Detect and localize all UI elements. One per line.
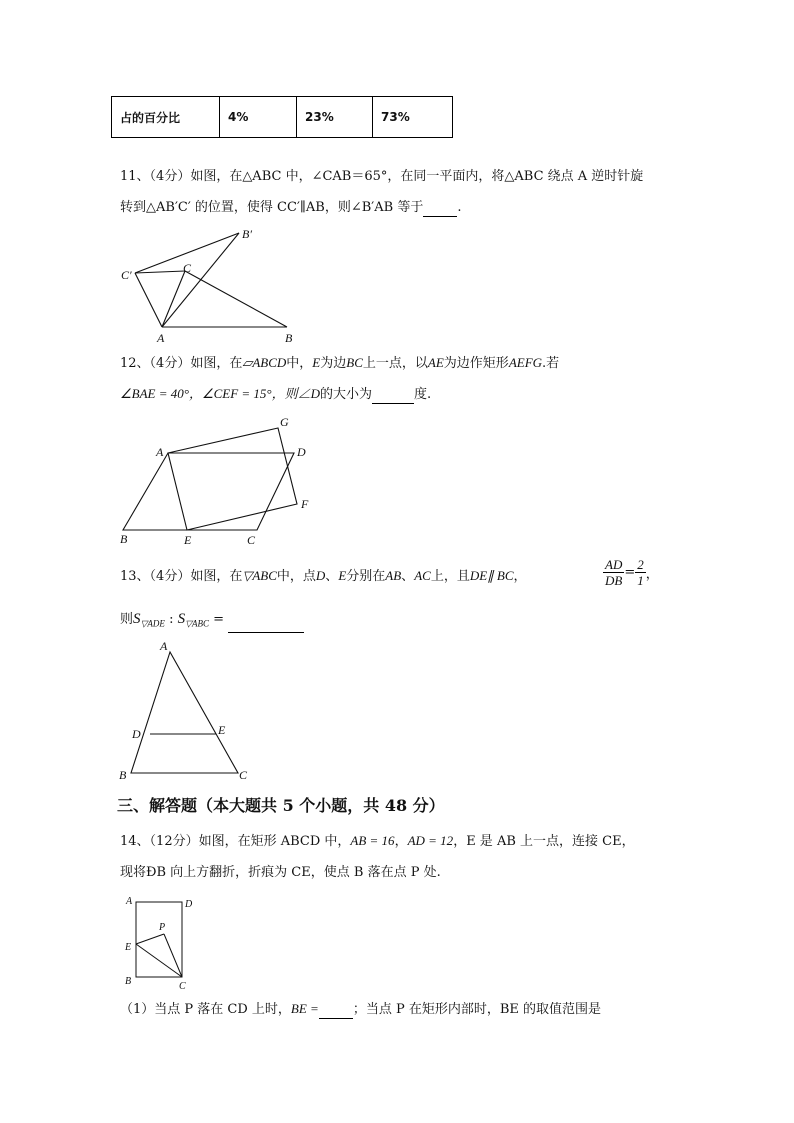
label-f: F [301, 497, 309, 511]
q12-rect-aefg: AEFG [508, 355, 543, 370]
q12-seg-bc: BC [346, 355, 363, 370]
q14-line1 [120, 832, 635, 851]
label-e: E [218, 723, 226, 737]
label-d: D [132, 727, 141, 741]
q14-be: BE = [290, 1001, 319, 1016]
q12-parallelogram: ▱ABCD [242, 355, 287, 370]
fraction-denominator: 1 [637, 573, 644, 588]
label-b: B [125, 976, 132, 987]
q12-text: 为边 [320, 356, 347, 371]
section-heading: 三、解答题（本大题共 5 个小题，共 48 分） [117, 796, 445, 815]
table-row [112, 97, 453, 138]
label-b: B [120, 532, 128, 546]
q12-point-e: E [312, 355, 321, 370]
q12-line2 [120, 385, 431, 404]
label-a: A [156, 445, 164, 459]
area-subscript: ▽ABC [185, 618, 210, 629]
label-a: A [160, 639, 168, 653]
q12-text: 中， [286, 356, 313, 371]
label-b: B [119, 768, 127, 782]
q14-ad-length: AD = 12 [407, 833, 454, 848]
answer-blank[interactable] [372, 403, 414, 404]
q12-text: 上一点，以 [362, 356, 428, 371]
q12-text: .若 [542, 356, 560, 371]
q13-text: 则 [120, 612, 134, 627]
q13-line2 [120, 610, 304, 633]
q13-triangle-figure [114, 638, 259, 784]
label-b: B [285, 331, 293, 345]
q13-text: 中，点 [276, 569, 316, 584]
q12-text: 的大小为 [320, 387, 373, 402]
q14-sub1 [120, 1000, 601, 1019]
q14-text: ， [394, 834, 408, 849]
label-g: G [280, 415, 289, 429]
label-a: A [126, 896, 133, 907]
label-c: C [239, 768, 248, 782]
q13-point-d: D [315, 568, 326, 583]
ratio-colon: : [164, 612, 178, 627]
table-cell: 23% [297, 97, 373, 138]
q11-line1: 11、（4分）如图，在△ABC 中，∠CAB＝65°，在同一平面内，将△ABC 绕点 A 逆时针旋 [120, 169, 644, 184]
q13-text: 、 [325, 569, 339, 584]
q14-text: ；当点 P 在矩形内部时，BE 的取值范围是 [352, 1002, 602, 1017]
area-symbol: S [177, 611, 186, 627]
q13-text: 13、（4分）如图，在 [120, 569, 243, 584]
q14-ab-length: AB = 16 [350, 833, 395, 848]
q14-text: （1）当点 P 落在 CD 上时， [120, 1002, 291, 1017]
fraction-numerator: AD [605, 557, 623, 572]
q13-triangle: ▽ABC [242, 568, 277, 583]
q12-angles: ∠BAE = 40°，∠CEF = 15°，则∠D [120, 386, 321, 401]
q13-text: ， [645, 567, 659, 582]
q13-seg-ab: AB [385, 568, 402, 583]
q13-text: 、 [401, 569, 415, 584]
label-c: C [247, 533, 256, 547]
fraction-numerator: 2 [637, 557, 644, 572]
label-d: D [185, 899, 193, 910]
label-e: E [184, 533, 192, 547]
q13-ratio [603, 557, 659, 588]
q13-seg-ac: AC [414, 568, 431, 583]
q14-line2: 现将ÐB 向上方翻折，折痕为 CE，使点 B 落在点 P 处. [120, 865, 441, 880]
q13-text: ， [513, 569, 527, 584]
q12-text: 度. [414, 387, 432, 402]
label-a: A [157, 331, 165, 345]
q11-triangle-figure [115, 222, 305, 346]
answer-blank[interactable] [319, 1018, 353, 1019]
q12-line1 [120, 354, 559, 373]
q13-text: 分别在 [346, 569, 386, 584]
answer-blank[interactable] [228, 632, 304, 633]
equals-sign: = [209, 612, 229, 627]
q14-text: ，E 是 AB 上一点，连接 CE， [453, 834, 635, 849]
label-c: C [179, 981, 186, 992]
label-c-prime: C′ [121, 268, 132, 282]
area-symbol: S [133, 611, 141, 627]
area-subscript: ▽ADE [140, 618, 165, 629]
label-b-prime: B′ [242, 227, 252, 241]
q12-text: 为边作矩形 [443, 356, 509, 371]
table-label-cell: 占的百分比 [112, 97, 220, 138]
q12-seg-ae: AE [427, 355, 444, 370]
q14-rectangle-figure [118, 892, 200, 992]
equals-sign: = [624, 565, 636, 580]
label-c: C [183, 261, 192, 275]
q11-line2-end: . [457, 200, 462, 215]
label-e: E [125, 942, 132, 953]
q12-text: 12、（4分）如图，在 [120, 356, 243, 371]
q11-line2 [120, 199, 461, 217]
label-p: P [159, 922, 166, 933]
answer-blank[interactable] [423, 216, 457, 217]
q13-point-e: E [338, 568, 347, 583]
fraction-denominator: DB [605, 573, 623, 588]
q12-parallelogram-figure [112, 412, 327, 548]
q11-line2-text: 转到△AB′C′ 的位置，使得 CC′∥AB，则∠B′AB 等于 [120, 200, 424, 215]
q13-line1 [120, 567, 527, 586]
table-cell: 4% [220, 97, 297, 138]
q13-parallel-relation: DE∥ BC [469, 568, 514, 583]
q13-text: 上，且 [430, 569, 470, 584]
table-cell: 73% [373, 97, 453, 138]
fraction-two-one [635, 557, 646, 588]
fraction-ad-db [603, 557, 624, 588]
percentage-table [111, 96, 453, 138]
q14-text: 14、（12分）如图，在矩形 ABCD 中， [120, 834, 351, 849]
label-d: D [297, 445, 306, 459]
